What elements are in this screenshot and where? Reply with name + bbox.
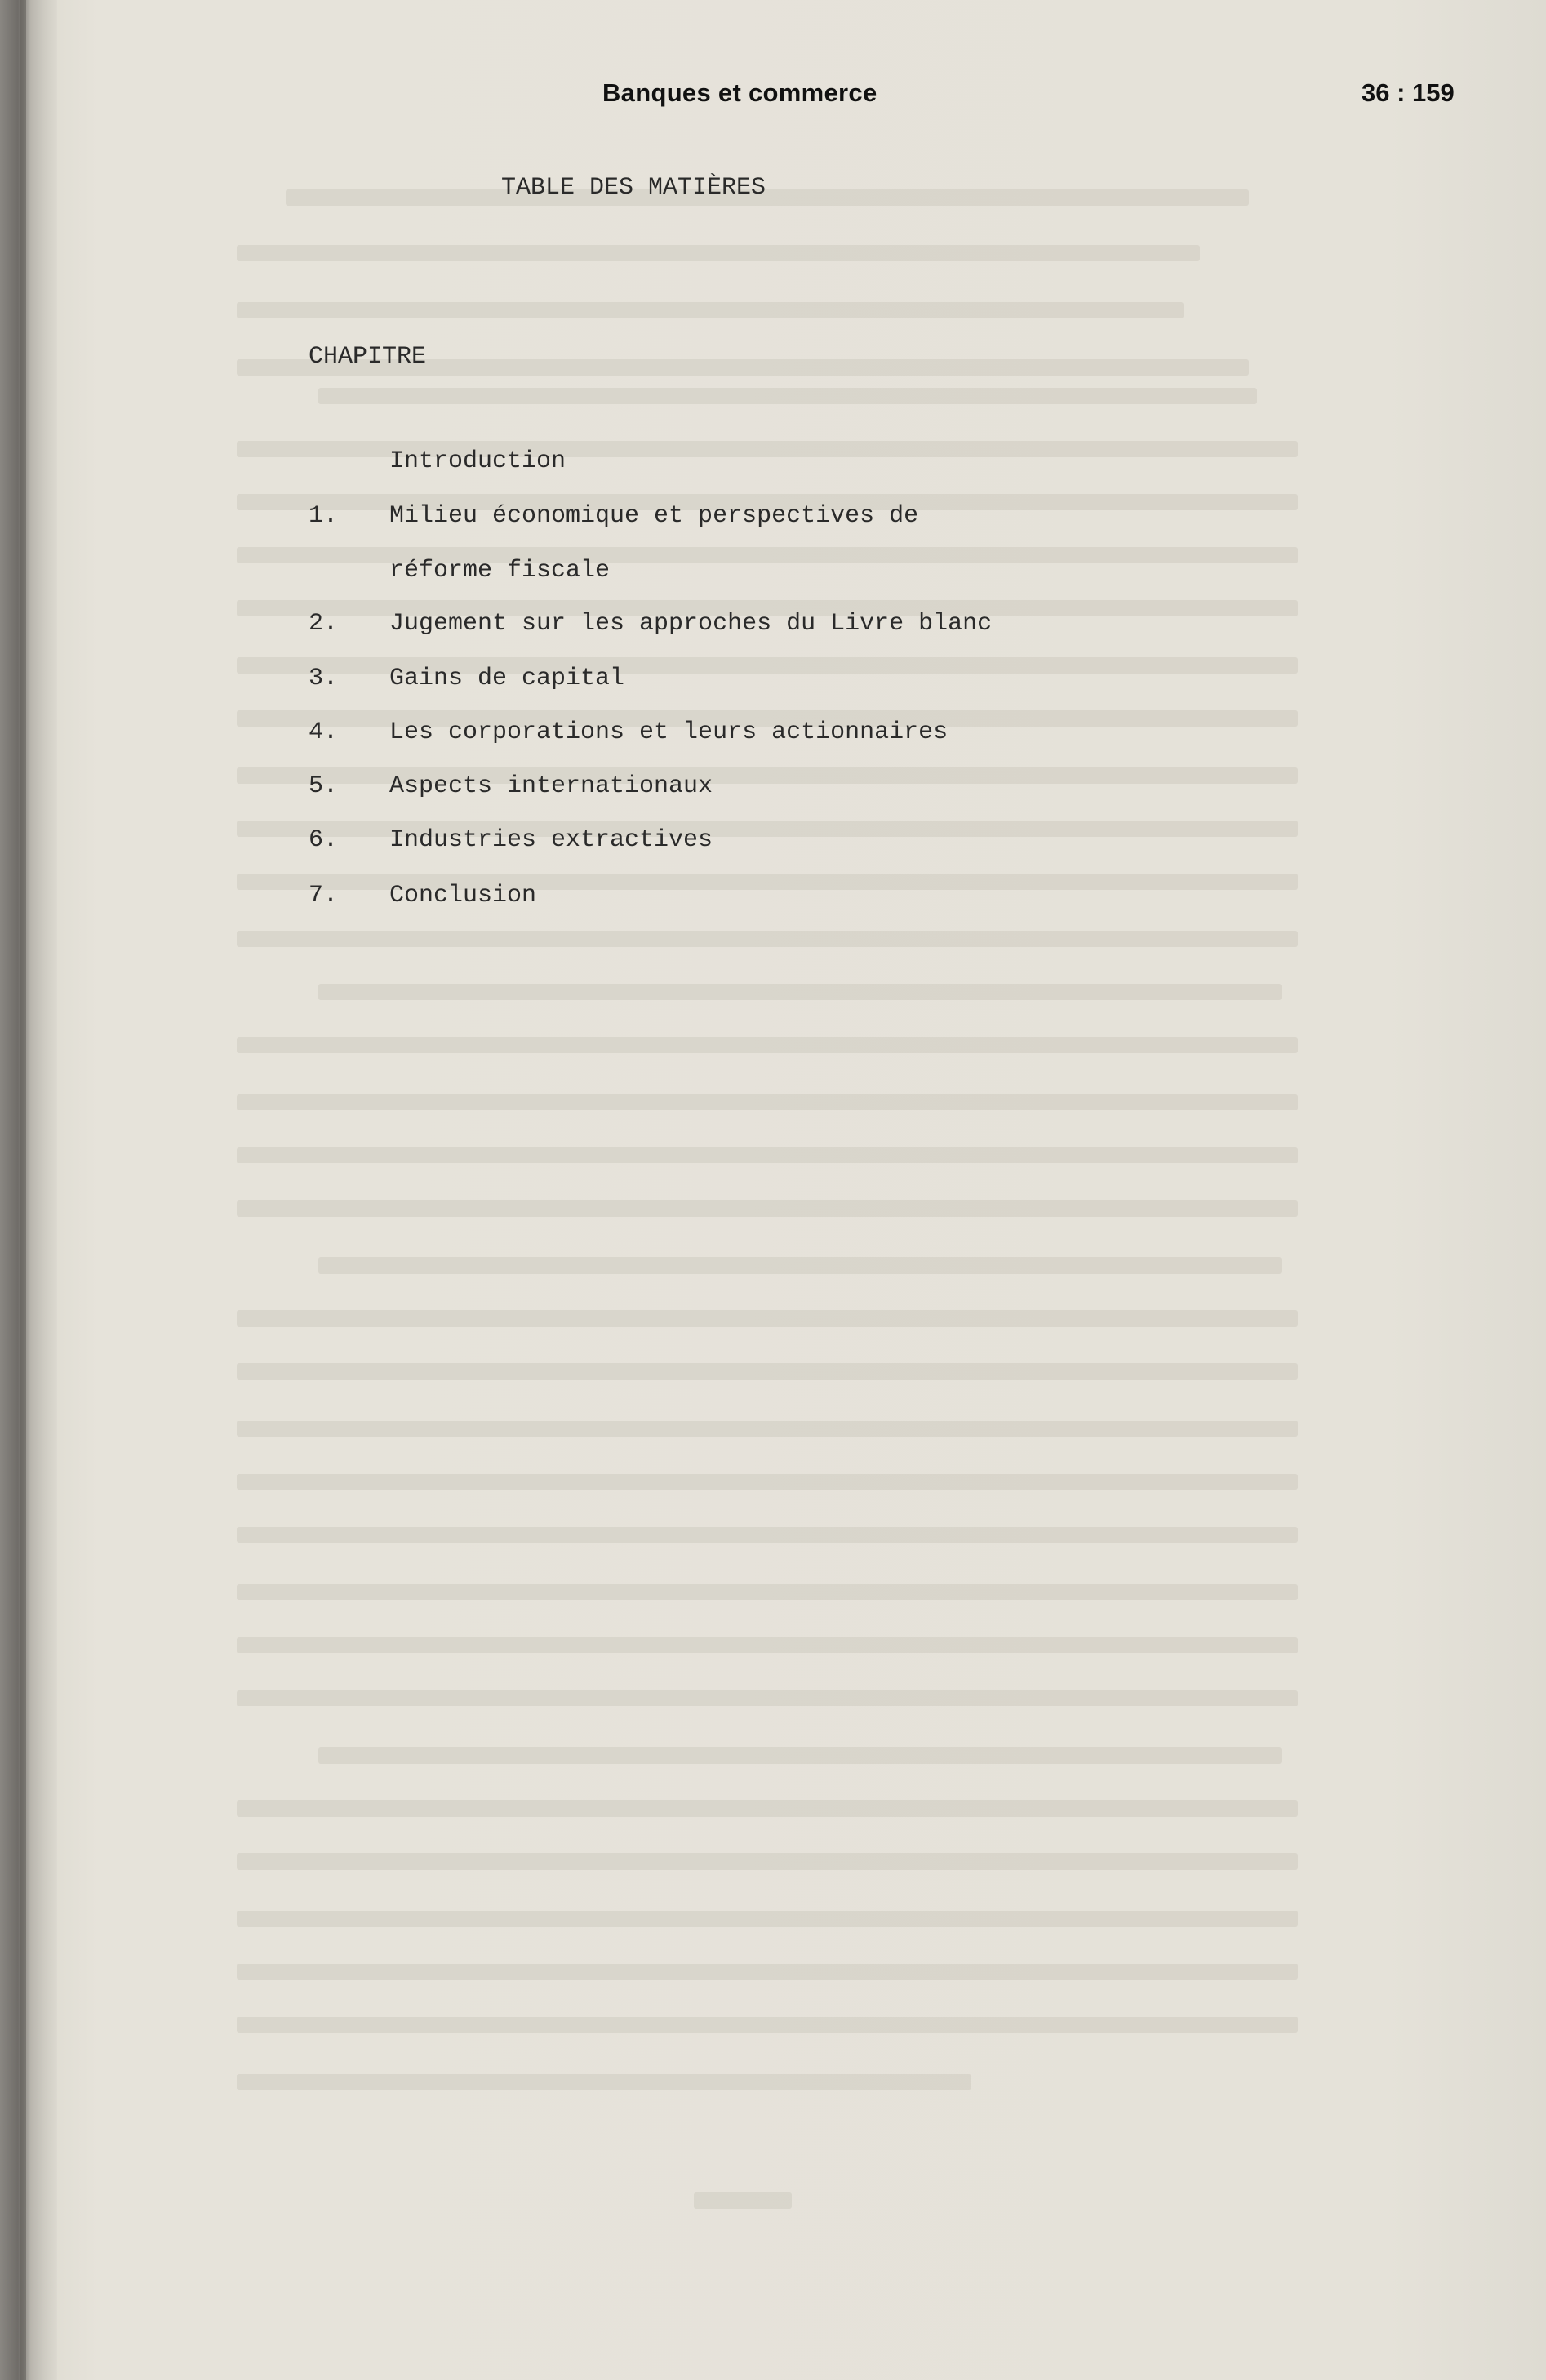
- toc-entry-text: Gains de capital: [389, 665, 625, 692]
- toc-entry-number: 4.: [309, 718, 339, 746]
- running-header-title: Banques et commerce: [602, 78, 877, 107]
- toc-title: TABLE DES MATIÈRES: [501, 174, 766, 202]
- toc-entry-number: 3.: [309, 665, 339, 692]
- toc-entry-number: 7.: [309, 882, 339, 910]
- toc-entry-number: 6.: [309, 826, 339, 854]
- toc-entry-text: Aspects internationaux: [389, 772, 713, 800]
- toc-entry-text: Milieu économique et perspectives de: [389, 502, 919, 530]
- toc-entry-number: 5.: [309, 772, 339, 800]
- toc-entry-text: Conclusion: [389, 882, 537, 910]
- toc-entry-number: 2.: [309, 610, 339, 638]
- toc-entry-text: Introduction: [389, 447, 566, 475]
- toc-entry-text: Industries extractives: [389, 826, 713, 854]
- toc-entry-text: réforme fiscale: [389, 557, 611, 585]
- page-number: 36 : 159: [1362, 78, 1455, 107]
- toc-entry-text: Jugement sur les approches du Livre blanc: [389, 610, 993, 638]
- toc-entry-text: Les corporations et leurs actionnaires: [389, 718, 948, 746]
- toc-entry-number: 1.: [309, 502, 339, 530]
- chapter-column-heading: CHAPITRE: [309, 343, 427, 371]
